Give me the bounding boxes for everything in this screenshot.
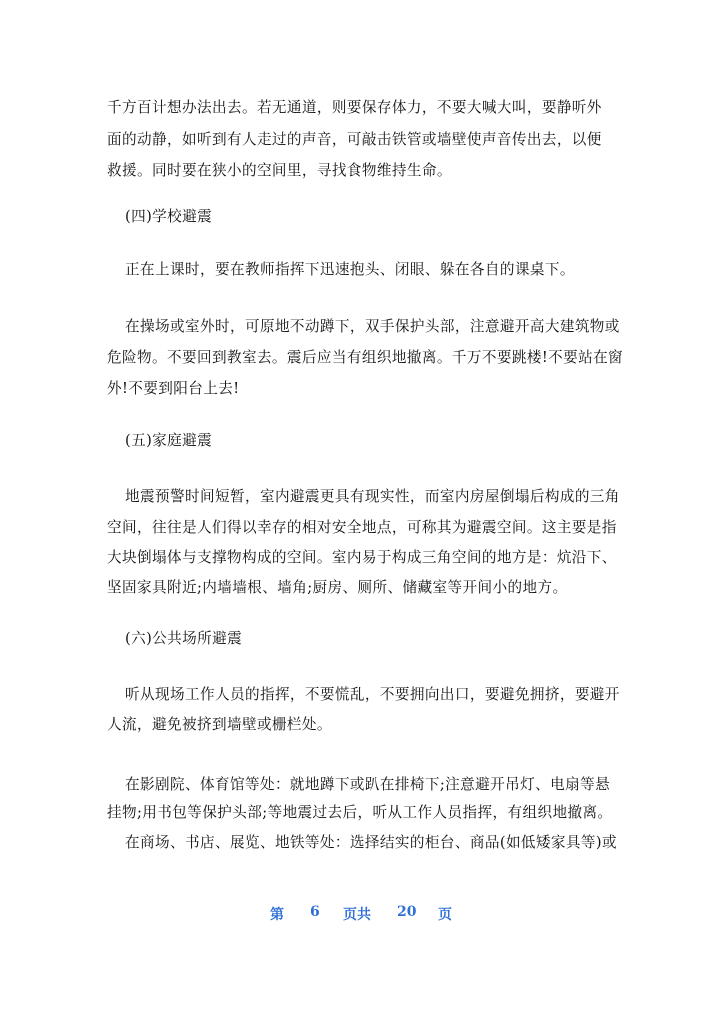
section-heading: (六)公共场所避震 xyxy=(125,630,243,647)
body-line: 千方百计想办法出去。若无通道，则要保存体力，不要大喊大叫，要静听外 xyxy=(107,99,602,116)
footer-ye: 页 xyxy=(438,907,452,923)
footer-di: 第 xyxy=(270,907,284,923)
footer-ye-gong: 页共 xyxy=(343,907,371,923)
body-line: 在商场、书店、展览、地铁等处：选择结实的柜台、商品(如低矮家具等)或 xyxy=(125,834,617,851)
body-line: 面的动静，如听到有人走过的声音，可敲击铁管或墙壁使声音传出去，以便 xyxy=(107,131,602,148)
body-line: 人流，避免被挤到墙壁或栅栏处。 xyxy=(107,716,332,733)
body-line: 危险物。不要回到教室去。震后应当有组织地撤离。千万不要跳楼!不要站在窗 xyxy=(107,349,624,366)
body-line: 在影剧院、体育馆等处：就地蹲下或趴在排椅下;注意避开吊灯、电扇等悬 xyxy=(125,776,611,793)
body-line: 地震预警时间短暂，室内避震更具有现实性，而室内房屋倒塌后构成的三角 xyxy=(125,488,620,505)
body-line: 正在上课时，要在教师指挥下迅速抱头、闭眼、躲在各自的课桌下。 xyxy=(125,261,575,278)
footer-page-number: 6 xyxy=(310,904,320,920)
body-line: 坚固家具附近;内墙墙根、墙角;厨房、厕所、储藏室等开间小的地方。 xyxy=(107,579,568,596)
body-line: 听从现场工作人员的指挥，不要慌乱，不要拥向出口，要避免拥挤，要避开 xyxy=(125,686,620,703)
section-heading: (四)学校避震 xyxy=(125,208,213,225)
footer-total-pages: 20 xyxy=(397,904,417,920)
body-line: 大块倒塌体与支撑物构成的空间。室内易于构成三角空间的地方是：炕沿下、 xyxy=(107,549,617,566)
body-line: 救援。同时要在狭小的空间里，寻找食物维持生命。 xyxy=(107,162,452,179)
body-line: 挂物;用书包等保护头部;等地震过去后，听从工作人员指挥，有组织地撤离。 xyxy=(107,804,613,821)
body-line: 外!不要到阳台上去! xyxy=(107,380,240,397)
body-line: 空间，往往是人们得以幸存的相对安全地点，可称其为避震空间。这主要是指 xyxy=(107,519,617,536)
section-heading: (五)家庭避震 xyxy=(125,432,213,449)
body-line: 在操场或室外时，可原地不动蹲下，双手保护头部，注意避开高大建筑物或 xyxy=(125,318,620,335)
page-footer xyxy=(0,904,720,924)
